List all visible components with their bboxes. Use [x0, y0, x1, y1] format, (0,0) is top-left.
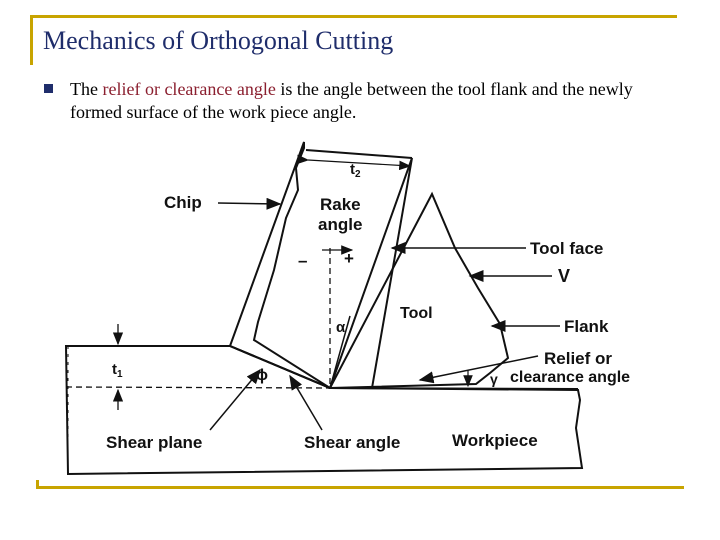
workpiece-label: Workpiece — [452, 431, 538, 450]
alpha-label: α — [336, 319, 346, 336]
frame-bottom-tick — [36, 480, 39, 489]
t2-dimension-line — [308, 160, 410, 166]
frame-top-rule — [30, 15, 677, 18]
phi-label: ϕ — [256, 367, 268, 384]
bullet-text — [70, 78, 670, 124]
shear-plane-line — [230, 346, 330, 388]
tool-label: Tool — [400, 305, 433, 322]
chip-outline — [230, 142, 330, 388]
tool-face-label: Tool face — [530, 239, 604, 258]
t1-label: $t_1$ — [112, 361, 123, 380]
tool-outline — [330, 158, 412, 388]
bullet-square-icon — [44, 84, 53, 93]
relief-label-1: Relief or — [544, 349, 613, 368]
bullet-highlight: relief or clearance angle — [102, 79, 276, 99]
flank-label: Flank — [564, 317, 609, 336]
plus-sign: + — [344, 249, 354, 268]
chip-arrow — [218, 203, 280, 204]
orthogonal-cutting-diagram — [60, 138, 631, 488]
shear-angle-arrow — [290, 376, 322, 430]
bullet-prefix: The — [70, 79, 103, 99]
rake-angle-label-2: angle — [318, 215, 363, 234]
gamma-label: γ — [490, 371, 498, 387]
relief-label-2: clearance angle — [510, 369, 631, 386]
t2-label: $t_2$ — [350, 161, 361, 180]
slide-title: Mechanics of Orthogonal Cutting — [43, 26, 394, 55]
bullet-suffix: is the angle between the tool flank and the newly formed surface of the work piece angle. — [70, 79, 633, 122]
uncut-depth-dashline — [66, 387, 330, 388]
minus-sign: – — [298, 251, 308, 270]
v-label: V — [558, 266, 571, 286]
rake-angle-label-1: Rake — [320, 195, 361, 214]
chip-label: Chip — [164, 193, 202, 212]
frame-vertical — [30, 15, 33, 65]
workpiece-outline — [66, 346, 582, 474]
shear-plane-arrow — [210, 370, 260, 430]
chip-top-edge — [306, 150, 412, 158]
shear-angle-label: Shear angle — [304, 433, 401, 452]
workpiece-cut-surface — [330, 388, 578, 389]
shear-plane-label: Shear plane — [106, 433, 203, 452]
